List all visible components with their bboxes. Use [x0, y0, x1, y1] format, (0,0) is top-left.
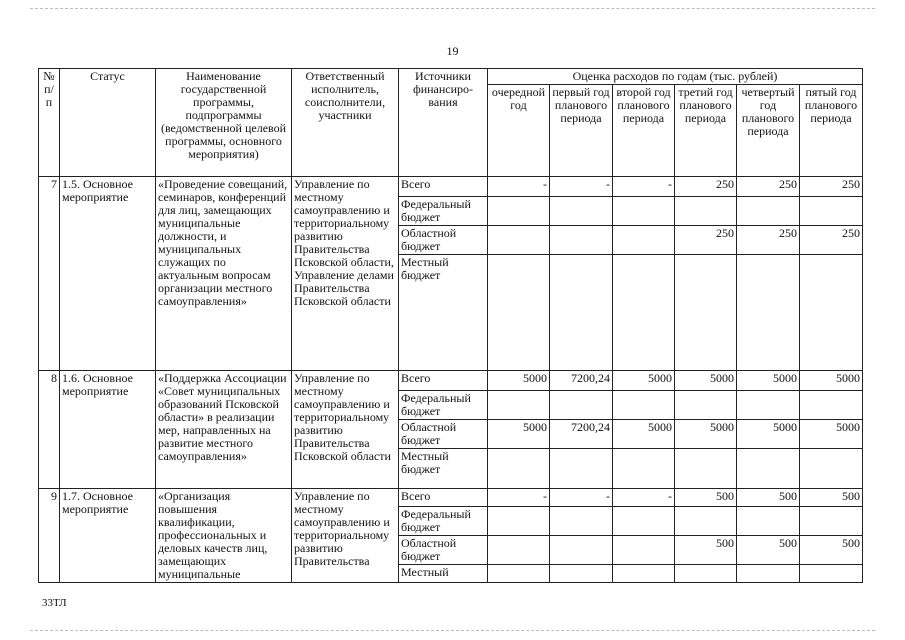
year-value [550, 565, 613, 583]
year-value [800, 391, 863, 420]
year-value: 7200,24 [550, 420, 613, 449]
row-name: «Проведение совещаний, семинаров, конференций для лиц, замещающих муниципальные должности, и муниципальных служащих по актуальным вопросам организации местного самоуправления» [156, 177, 292, 371]
header-year: пятый год планового периода [800, 85, 863, 177]
year-value [737, 507, 800, 536]
year-value [550, 255, 613, 371]
row-executor: Управление по местному самоуправлению и территориальному развитию Правительства Псковской области, Управление делами Правительства Псковской области [292, 177, 399, 371]
source-label: Федеральный бюджет [399, 197, 488, 226]
scan-edge-bottom [30, 630, 875, 631]
source-label: Всего [399, 177, 488, 197]
scan-edge-top [30, 8, 875, 9]
header-year: четвертый год планового периода [737, 85, 800, 177]
year-value [800, 255, 863, 371]
year-value [550, 391, 613, 420]
year-value [488, 449, 550, 489]
year-value [800, 197, 863, 226]
year-value [800, 565, 863, 583]
year-value: 5000 [613, 420, 675, 449]
year-value: - [550, 177, 613, 197]
year-value [488, 391, 550, 420]
year-value [737, 391, 800, 420]
budget-table [38, 68, 863, 583]
year-value [550, 226, 613, 255]
header-year: очередной год [488, 85, 550, 177]
year-value: 5000 [800, 420, 863, 449]
row-name: «Организация повышения квалификации, профессиональных и деловых качеств лиц, замещающих муниципальные [156, 489, 292, 583]
year-value [737, 197, 800, 226]
year-value: 250 [800, 226, 863, 255]
year-value [675, 507, 737, 536]
year-value [613, 449, 675, 489]
row-status: 1.6. Основное мероприятие [60, 371, 156, 489]
year-value [675, 565, 737, 583]
year-value: 7200,24 [550, 371, 613, 391]
row-executor: Управление по местному самоуправлению и территориальному развитию Правительства Псковской области [292, 371, 399, 489]
year-value [488, 197, 550, 226]
year-value [737, 565, 800, 583]
year-value [737, 449, 800, 489]
year-value: 500 [675, 536, 737, 565]
year-value [613, 536, 675, 565]
header-year: второй год планового периода [613, 85, 675, 177]
year-value: 5000 [800, 371, 863, 391]
source-label: Местный [399, 565, 488, 583]
header-estimate: Оценка расходов по годам (тыс. рублей) [488, 69, 863, 85]
row-name: «Поддержка Ассоциации «Совет муниципальных образований Псковской области» в реализации мер, направленных на развитие местного самоуправления» [156, 371, 292, 489]
table-row [39, 177, 863, 197]
year-value: 250 [737, 177, 800, 197]
source-label: Всего [399, 371, 488, 391]
year-value: 5000 [737, 420, 800, 449]
year-value [550, 507, 613, 536]
year-value: - [488, 489, 550, 507]
year-value: - [488, 177, 550, 197]
year-value [488, 565, 550, 583]
year-value [488, 507, 550, 536]
year-value: 500 [675, 489, 737, 507]
source-label: Местный бюджет [399, 255, 488, 371]
row-number: 7 [39, 177, 60, 371]
year-value [675, 391, 737, 420]
year-value: 5000 [488, 371, 550, 391]
year-value [800, 449, 863, 489]
year-value [488, 255, 550, 371]
source-label: Всего [399, 489, 488, 507]
year-value [550, 449, 613, 489]
header-status: Статус [60, 69, 156, 177]
year-value [488, 536, 550, 565]
year-value [613, 565, 675, 583]
page-number: 19 [446, 44, 459, 58]
header-no: № п/п [39, 69, 60, 177]
header-source: Источники финансиро-вания [399, 69, 488, 177]
year-value: 500 [800, 536, 863, 565]
table-row [39, 371, 863, 391]
year-value [737, 255, 800, 371]
year-value: - [613, 489, 675, 507]
header-year: третий год планового периода [675, 85, 737, 177]
year-value [613, 226, 675, 255]
source-label: Областной бюджет [399, 226, 488, 255]
source-label: Местный бюджет [399, 449, 488, 489]
year-value [613, 507, 675, 536]
year-value [675, 449, 737, 489]
table-row [39, 489, 863, 507]
header-year: первый год планового периода [550, 85, 613, 177]
year-value: 500 [737, 489, 800, 507]
year-value: 5000 [613, 371, 675, 391]
year-value: 5000 [675, 371, 737, 391]
year-value [550, 197, 613, 226]
year-value: 5000 [737, 371, 800, 391]
year-value: 250 [675, 177, 737, 197]
year-value [613, 197, 675, 226]
year-value: - [613, 177, 675, 197]
footer-code: 33ТЛ [42, 597, 67, 609]
year-value: 500 [800, 489, 863, 507]
year-value: 250 [800, 177, 863, 197]
source-label: Федеральный бюджет [399, 391, 488, 420]
year-value: 5000 [675, 420, 737, 449]
year-value: 250 [675, 226, 737, 255]
year-value [488, 226, 550, 255]
row-number: 9 [39, 489, 60, 583]
year-value [613, 391, 675, 420]
year-value [675, 197, 737, 226]
year-value [800, 507, 863, 536]
row-number: 8 [39, 371, 60, 489]
year-value [675, 255, 737, 371]
row-status: 1.7. Основное мероприятие [60, 489, 156, 583]
source-label: Областной бюджет [399, 536, 488, 565]
year-value: 500 [737, 536, 800, 565]
source-label: Федеральный бюджет [399, 507, 488, 536]
header-executor: Ответственный исполнитель, соисполнители, участники [292, 69, 399, 177]
year-value [550, 536, 613, 565]
year-value: 5000 [488, 420, 550, 449]
row-status: 1.5. Основное мероприятие [60, 177, 156, 371]
row-executor: Управление по местному самоуправлению и территориальному развитию Правительства [292, 489, 399, 583]
header-name: Наименование государственной программы, подпрограммы (ведомственной целевой программы, основного мероприятия) [156, 69, 292, 177]
year-value [613, 255, 675, 371]
source-label: Областной бюджет [399, 420, 488, 449]
year-value: 250 [737, 226, 800, 255]
year-value: - [550, 489, 613, 507]
